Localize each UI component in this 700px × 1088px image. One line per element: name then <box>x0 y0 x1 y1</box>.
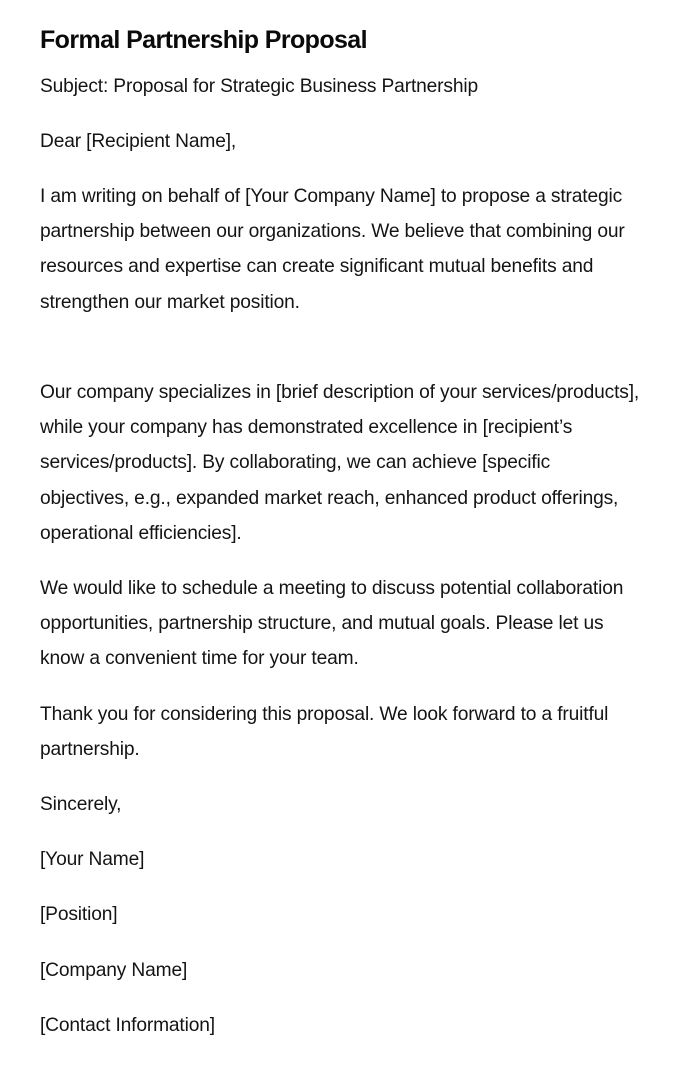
signature-company: [Company Name] <box>40 960 188 981</box>
signature-contact: [Contact Information] <box>40 1015 215 1036</box>
salutation: Dear [Recipient Name], <box>40 131 237 152</box>
closing: Sincerely, <box>40 794 122 815</box>
paragraph-meeting: We would like to schedule a meeting to discuss potential collaboration opportunities, partnership structure, and mutual goals. Please let us know a convenient time for your team. <box>40 578 624 670</box>
paragraph-thanks: Thank you for considering this proposal. We look forward to a fruitful partnership. <box>40 704 609 761</box>
subject-line: Subject: Proposal for Strategic Business Partnership <box>40 76 479 97</box>
document-title: Formal Partnership Proposal <box>40 26 367 54</box>
signature-name: [Your Name] <box>40 849 145 870</box>
signature-position: [Position] <box>40 904 118 925</box>
paragraph-intro: I am writing on behalf of [Your Company Name] to propose a strategic partnership between our organizations. We believe that combining our resources and expertise can create significant mutual benefits and strengthen our market position. <box>40 186 625 313</box>
paragraph-services: Our company specializes in [brief description of your services/products], while your company has demonstrated excellence in [recipient’s services/products]. By collaborating, we can achieve [specific objectives, e.g., expanded market reach, enhanced product offerings, operational efficiencies]. <box>40 382 640 544</box>
